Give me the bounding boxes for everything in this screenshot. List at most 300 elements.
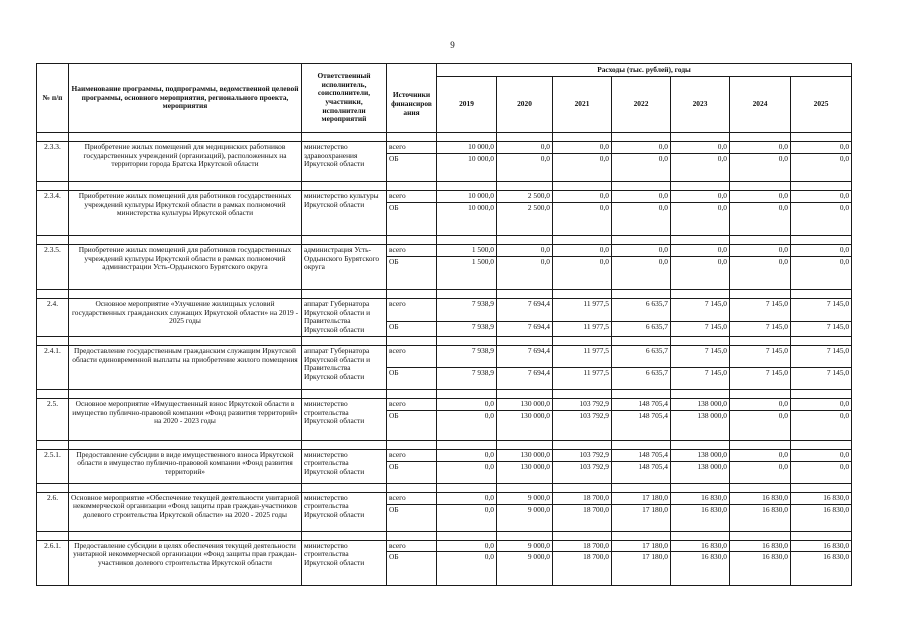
spacer-cell — [302, 236, 387, 245]
spacer-cell — [437, 133, 497, 142]
spacer-cell — [553, 236, 612, 245]
expense-value: 16 830,0 — [671, 540, 730, 552]
expense-value: 148 705,4 — [612, 461, 671, 483]
table-body — [37, 133, 852, 586]
funding-source: всего — [387, 492, 437, 504]
expense-value: 16 830,0 — [671, 492, 730, 504]
spacer-cell — [730, 440, 791, 449]
spacer-cell — [612, 483, 671, 492]
expense-value: 7 694,4 — [497, 321, 553, 336]
spacer-cell — [69, 389, 302, 398]
spacer-cell — [497, 133, 553, 142]
table-row — [37, 449, 852, 461]
expense-value: 7 145,0 — [671, 299, 730, 322]
expense-value: 0,0 — [437, 492, 497, 504]
spacer-cell — [69, 133, 302, 142]
spacer-cell — [671, 133, 730, 142]
row-spacer — [37, 182, 852, 191]
expense-value: 7 145,0 — [730, 299, 791, 322]
expense-value: 0,0 — [791, 245, 852, 257]
funding-source: ОБ — [387, 410, 437, 440]
table-row — [37, 398, 852, 410]
header-year: 2021 — [553, 77, 612, 133]
table-row — [37, 142, 852, 154]
expense-value: 16 830,0 — [730, 552, 791, 586]
spacer-cell — [612, 236, 671, 245]
spacer-cell — [671, 389, 730, 398]
expense-value: 0,0 — [612, 245, 671, 257]
spacer-cell — [37, 440, 69, 449]
expense-value: 7 938,9 — [437, 321, 497, 336]
expense-value: 16 830,0 — [730, 540, 791, 552]
expense-value: 16 830,0 — [791, 552, 852, 586]
expense-value: 130 000,0 — [497, 449, 553, 461]
responsible-executor: министерство строительства Иркутской области — [302, 398, 387, 440]
spacer-cell — [69, 236, 302, 245]
row-spacer — [37, 389, 852, 398]
expense-value: 0,0 — [671, 154, 730, 182]
spacer-cell — [791, 182, 852, 191]
table-row — [37, 245, 852, 257]
spacer-cell — [730, 389, 791, 398]
expense-value: 17 180,0 — [612, 492, 671, 504]
expense-value: 0,0 — [791, 461, 852, 483]
spacer-cell — [387, 389, 437, 398]
funding-source: ОБ — [387, 552, 437, 586]
expense-value: 7 145,0 — [791, 321, 852, 336]
expense-value: 17 180,0 — [612, 552, 671, 586]
expense-value: 103 792,9 — [553, 449, 612, 461]
spacer-cell — [69, 336, 302, 345]
expense-value: 0,0 — [730, 257, 791, 290]
spacer-cell — [553, 133, 612, 142]
expense-value: 7 145,0 — [730, 321, 791, 336]
spacer-cell — [37, 182, 69, 191]
expense-value: 0,0 — [437, 410, 497, 440]
spacer-cell — [497, 389, 553, 398]
expense-value: 6 635,7 — [612, 367, 671, 389]
expense-value: 0,0 — [791, 257, 852, 290]
expense-value: 0,0 — [612, 154, 671, 182]
spacer-cell — [671, 483, 730, 492]
spacer-cell — [302, 290, 387, 299]
expense-value: 7 938,9 — [437, 299, 497, 322]
expense-value: 0,0 — [612, 203, 671, 236]
spacer-cell — [791, 389, 852, 398]
row-spacer — [37, 531, 852, 540]
row-spacer — [37, 336, 852, 345]
expense-value: 11 977,5 — [553, 321, 612, 336]
row-number: 2.4. — [37, 299, 69, 337]
expense-value: 1 500,0 — [437, 257, 497, 290]
expense-value: 138 000,0 — [671, 410, 730, 440]
expense-value: 0,0 — [497, 257, 553, 290]
funding-source: всего — [387, 299, 437, 322]
spacer-cell — [612, 389, 671, 398]
expense-value: 1 500,0 — [437, 245, 497, 257]
expense-value: 0,0 — [730, 191, 791, 203]
spacer-cell — [671, 336, 730, 345]
spacer-cell — [671, 290, 730, 299]
expense-value: 0,0 — [612, 191, 671, 203]
expense-value: 11 977,5 — [553, 299, 612, 322]
expense-value: 148 705,4 — [612, 410, 671, 440]
expense-value: 7 145,0 — [791, 345, 852, 367]
expense-value: 0,0 — [730, 142, 791, 154]
spacer-cell — [553, 336, 612, 345]
table-row — [37, 540, 852, 552]
spacer-cell — [553, 182, 612, 191]
spacer-cell — [791, 440, 852, 449]
spacer-cell — [387, 336, 437, 345]
expense-value: 7 145,0 — [730, 367, 791, 389]
spacer-cell — [69, 531, 302, 540]
expense-value: 10 000,0 — [437, 203, 497, 236]
spacer-cell — [791, 336, 852, 345]
spacer-cell — [437, 531, 497, 540]
expense-value: 16 830,0 — [791, 540, 852, 552]
spacer-cell — [437, 236, 497, 245]
header-responsible: Ответственный исполнитель, соисполнители, участники, исполнители мероприятий — [302, 64, 387, 133]
spacer-cell — [553, 290, 612, 299]
expense-value: 138 000,0 — [671, 461, 730, 483]
expense-value: 0,0 — [791, 142, 852, 154]
spacer-cell — [37, 133, 69, 142]
spacer-cell — [302, 389, 387, 398]
expense-value: 0,0 — [497, 245, 553, 257]
spacer-cell — [730, 290, 791, 299]
spacer-cell — [302, 440, 387, 449]
spacer-cell — [437, 290, 497, 299]
row-number: 2.3.4. — [37, 191, 69, 236]
expense-value: 0,0 — [791, 410, 852, 440]
expense-value: 17 180,0 — [612, 540, 671, 552]
expense-value: 6 635,7 — [612, 299, 671, 322]
spacer-cell — [730, 133, 791, 142]
header-expenses: Расходы (тыс. рублей), годы — [437, 64, 852, 77]
header-source: Источники финансиров ания — [387, 64, 437, 133]
spacer-cell — [37, 389, 69, 398]
responsible-executor: министерство здравоохранения Иркутской области — [302, 142, 387, 182]
spacer-cell — [387, 290, 437, 299]
spacer-cell — [387, 483, 437, 492]
expense-value: 7 694,4 — [497, 345, 553, 367]
spacer-cell — [69, 290, 302, 299]
expense-value: 17 180,0 — [612, 504, 671, 531]
spacer-cell — [612, 133, 671, 142]
expense-value: 16 830,0 — [730, 492, 791, 504]
expense-value: 0,0 — [791, 398, 852, 410]
spacer-cell — [387, 236, 437, 245]
header-year: 2022 — [612, 77, 671, 133]
expense-value: 0,0 — [730, 449, 791, 461]
spacer-cell — [69, 483, 302, 492]
expense-value: 7 694,4 — [497, 299, 553, 322]
expense-value: 7 694,4 — [497, 367, 553, 389]
expense-value: 138 000,0 — [671, 398, 730, 410]
expense-value: 0,0 — [612, 257, 671, 290]
spacer-cell — [437, 440, 497, 449]
spacer-cell — [671, 182, 730, 191]
expense-value: 0,0 — [497, 154, 553, 182]
responsible-executor: министерство строительства Иркутской области — [302, 492, 387, 531]
table-header — [37, 64, 852, 133]
expense-value: 138 000,0 — [671, 449, 730, 461]
expense-value: 0,0 — [671, 257, 730, 290]
expense-value: 18 700,0 — [553, 552, 612, 586]
spacer-cell — [612, 531, 671, 540]
row-spacer — [37, 236, 852, 245]
activity-name: Основное мероприятие «Имущественный взнос Иркутской области в имущество публично-правовой компании «Фонд развития территорий» на 2020 - 2023 годы — [69, 398, 302, 440]
activity-name: Основное мероприятие «Улучшение жилищных условий государственных гражданских служащих Иркутской области» на 2019 - 2025 годы — [69, 299, 302, 337]
expense-value: 16 830,0 — [671, 504, 730, 531]
expense-value: 0,0 — [730, 245, 791, 257]
expense-value: 9 000,0 — [497, 492, 553, 504]
spacer-cell — [437, 182, 497, 191]
funding-source: ОБ — [387, 461, 437, 483]
expense-value: 7 145,0 — [671, 321, 730, 336]
spacer-cell — [730, 182, 791, 191]
budget-table — [36, 63, 852, 586]
activity-name: Приобретение жилых помещений для медицинских работников государственных учреждений (организаций), расположенных на территории города Братска Иркутской области — [69, 142, 302, 182]
expense-value: 16 830,0 — [730, 504, 791, 531]
spacer-cell — [69, 182, 302, 191]
header-year: 2019 — [437, 77, 497, 133]
spacer-cell — [730, 336, 791, 345]
funding-source: ОБ — [387, 367, 437, 389]
spacer-cell — [437, 389, 497, 398]
funding-source: всего — [387, 345, 437, 367]
header-year: 2020 — [497, 77, 553, 133]
funding-source: ОБ — [387, 203, 437, 236]
spacer-cell — [497, 336, 553, 345]
header-num: № п/п — [37, 64, 69, 133]
expense-value: 0,0 — [437, 540, 497, 552]
expense-value: 7 145,0 — [671, 367, 730, 389]
funding-source: всего — [387, 245, 437, 257]
spacer-cell — [387, 182, 437, 191]
activity-name: Предоставление субсидии в виде имущественного взноса Иркутской области в имущество публично-правовой компании «Фонд развития территорий» — [69, 449, 302, 483]
funding-source: всего — [387, 191, 437, 203]
expense-value: 0,0 — [671, 245, 730, 257]
expense-value: 7 145,0 — [791, 367, 852, 389]
expense-value: 11 977,5 — [553, 367, 612, 389]
spacer-cell — [302, 336, 387, 345]
expense-value: 103 792,9 — [553, 461, 612, 483]
funding-source: всего — [387, 540, 437, 552]
expense-value: 10 000,0 — [437, 191, 497, 203]
expense-value: 0,0 — [671, 203, 730, 236]
spacer-cell — [37, 290, 69, 299]
expense-value: 0,0 — [730, 203, 791, 236]
table-row — [37, 191, 852, 203]
expense-value: 0,0 — [553, 154, 612, 182]
spacer-cell — [553, 531, 612, 540]
expense-value: 7 938,9 — [437, 367, 497, 389]
expense-value: 9 000,0 — [497, 504, 553, 531]
spacer-cell — [730, 236, 791, 245]
expense-value: 7 145,0 — [730, 345, 791, 367]
expense-value: 0,0 — [791, 449, 852, 461]
funding-source: ОБ — [387, 504, 437, 531]
expense-value: 6 635,7 — [612, 321, 671, 336]
expense-value: 0,0 — [730, 154, 791, 182]
expense-value: 130 000,0 — [497, 410, 553, 440]
spacer-cell — [387, 133, 437, 142]
funding-source: ОБ — [387, 154, 437, 182]
spacer-cell — [612, 336, 671, 345]
expense-value: 0,0 — [437, 504, 497, 531]
expense-value: 7 938,9 — [437, 345, 497, 367]
expense-value: 0,0 — [437, 461, 497, 483]
spacer-cell — [387, 440, 437, 449]
expense-value: 0,0 — [553, 191, 612, 203]
expense-value: 18 700,0 — [553, 540, 612, 552]
expense-value: 18 700,0 — [553, 504, 612, 531]
expense-value: 18 700,0 — [553, 492, 612, 504]
expense-value: 7 145,0 — [791, 299, 852, 322]
spacer-cell — [69, 440, 302, 449]
expense-value: 148 705,4 — [612, 449, 671, 461]
row-number: 2.6. — [37, 492, 69, 531]
responsible-executor: аппарат Губернатора Иркутской области и Правительства Иркутской области — [302, 299, 387, 337]
expense-value: 0,0 — [553, 142, 612, 154]
responsible-executor: администрация Усть-Ордынского Бурятского округа — [302, 245, 387, 290]
spacer-cell — [612, 182, 671, 191]
expense-value: 0,0 — [437, 398, 497, 410]
spacer-cell — [387, 531, 437, 540]
spacer-cell — [302, 483, 387, 492]
expense-value: 0,0 — [612, 142, 671, 154]
activity-name: Предоставление субсидии в целях обеспечения текущей деятельности унитарной некоммерческой организации «Фонд защиты прав граждан-участников долевого строительства Иркутской области — [69, 540, 302, 586]
funding-source: ОБ — [387, 321, 437, 336]
expense-value: 10 000,0 — [437, 154, 497, 182]
spacer-cell — [791, 236, 852, 245]
table-row — [37, 345, 852, 367]
expense-value: 103 792,9 — [553, 410, 612, 440]
spacer-cell — [553, 389, 612, 398]
expense-value: 2 500,0 — [497, 191, 553, 203]
spacer-cell — [612, 290, 671, 299]
header-name: Наименование программы, подпрограммы, ведомственной целевой программы, основного мероприятия, регионального проекта, мероприятия — [69, 64, 302, 133]
page-number: 9 — [450, 40, 455, 50]
expense-value: 16 830,0 — [791, 492, 852, 504]
expense-value: 0,0 — [671, 191, 730, 203]
expense-value: 0,0 — [671, 142, 730, 154]
spacer-cell — [497, 531, 553, 540]
expense-value: 103 792,9 — [553, 398, 612, 410]
expense-value: 11 977,5 — [553, 345, 612, 367]
expense-value: 0,0 — [791, 154, 852, 182]
expense-value: 0,0 — [437, 552, 497, 586]
expense-value: 6 635,7 — [612, 345, 671, 367]
spacer-cell — [497, 483, 553, 492]
spacer-cell — [497, 182, 553, 191]
responsible-executor: министерство строительства Иркутской области — [302, 540, 387, 586]
spacer-cell — [671, 531, 730, 540]
spacer-cell — [302, 531, 387, 540]
row-spacer — [37, 133, 852, 142]
spacer-cell — [791, 531, 852, 540]
expense-value: 0,0 — [791, 203, 852, 236]
row-spacer — [37, 290, 852, 299]
funding-source: ОБ — [387, 257, 437, 290]
activity-name: Приобретение жилых помещений для работников государственных учреждений культуры Иркутской области в рамках полномочий министерства культуры Иркутской области — [69, 191, 302, 236]
expense-value: 130 000,0 — [497, 398, 553, 410]
expense-value: 0,0 — [553, 257, 612, 290]
row-number: 2.5.1. — [37, 449, 69, 483]
expense-value: 0,0 — [553, 203, 612, 236]
spacer-cell — [497, 236, 553, 245]
spacer-cell — [497, 290, 553, 299]
expense-value: 0,0 — [553, 245, 612, 257]
expense-value: 2 500,0 — [497, 203, 553, 236]
row-spacer — [37, 440, 852, 449]
row-spacer — [37, 483, 852, 492]
funding-source: всего — [387, 449, 437, 461]
expense-value: 0,0 — [497, 142, 553, 154]
expense-value: 16 830,0 — [791, 504, 852, 531]
spacer-cell — [791, 290, 852, 299]
spacer-cell — [612, 440, 671, 449]
spacer-cell — [37, 531, 69, 540]
expense-value: 7 145,0 — [671, 345, 730, 367]
responsible-executor: министерство строительства Иркутской области — [302, 449, 387, 483]
activity-name: Основное мероприятие «Обеспечение текущей деятельности унитарной некоммерческой организации «Фонд защиты прав граждан-участников долевого строительства Иркутской области» на 2020 - 2025 годы — [69, 492, 302, 531]
expense-value: 9 000,0 — [497, 540, 553, 552]
row-number: 2.3.3. — [37, 142, 69, 182]
spacer-cell — [37, 236, 69, 245]
table-row — [37, 492, 852, 504]
spacer-cell — [37, 483, 69, 492]
expense-value: 0,0 — [730, 461, 791, 483]
funding-source: всего — [387, 398, 437, 410]
spacer-cell — [730, 531, 791, 540]
expense-value: 16 830,0 — [671, 552, 730, 586]
spacer-cell — [553, 440, 612, 449]
spacer-cell — [37, 336, 69, 345]
spacer-cell — [730, 483, 791, 492]
spacer-cell — [791, 133, 852, 142]
spacer-cell — [437, 336, 497, 345]
header-year: 2024 — [730, 77, 791, 133]
row-number: 2.4.1. — [37, 345, 69, 389]
expense-value: 9 000,0 — [497, 552, 553, 586]
spacer-cell — [497, 440, 553, 449]
expense-value: 0,0 — [730, 398, 791, 410]
expense-value: 0,0 — [730, 410, 791, 440]
row-number: 2.3.5. — [37, 245, 69, 290]
table-row — [37, 299, 852, 322]
spacer-cell — [302, 182, 387, 191]
header-year: 2023 — [671, 77, 730, 133]
funding-source: всего — [387, 142, 437, 154]
spacer-cell — [553, 483, 612, 492]
expense-value: 10 000,0 — [437, 142, 497, 154]
responsible-executor: аппарат Губернатора Иркутской области и Правительства Иркутской области — [302, 345, 387, 389]
spacer-cell — [302, 133, 387, 142]
spacer-cell — [671, 236, 730, 245]
spacer-cell — [437, 483, 497, 492]
row-number: 2.5. — [37, 398, 69, 440]
row-number: 2.6.1. — [37, 540, 69, 586]
expense-value: 0,0 — [791, 191, 852, 203]
expense-value: 130 000,0 — [497, 461, 553, 483]
header-year: 2025 — [791, 77, 852, 133]
activity-name: Приобретение жилых помещений для работников государственных учреждений культуры Иркутской области в рамках полномочий администрации Усть-Ордынского Бурятского округа — [69, 245, 302, 290]
activity-name: Предоставление государственным гражданским служащим Иркутской области единовременной выплаты на приобретение жилого помещения — [69, 345, 302, 389]
expense-value: 0,0 — [437, 449, 497, 461]
